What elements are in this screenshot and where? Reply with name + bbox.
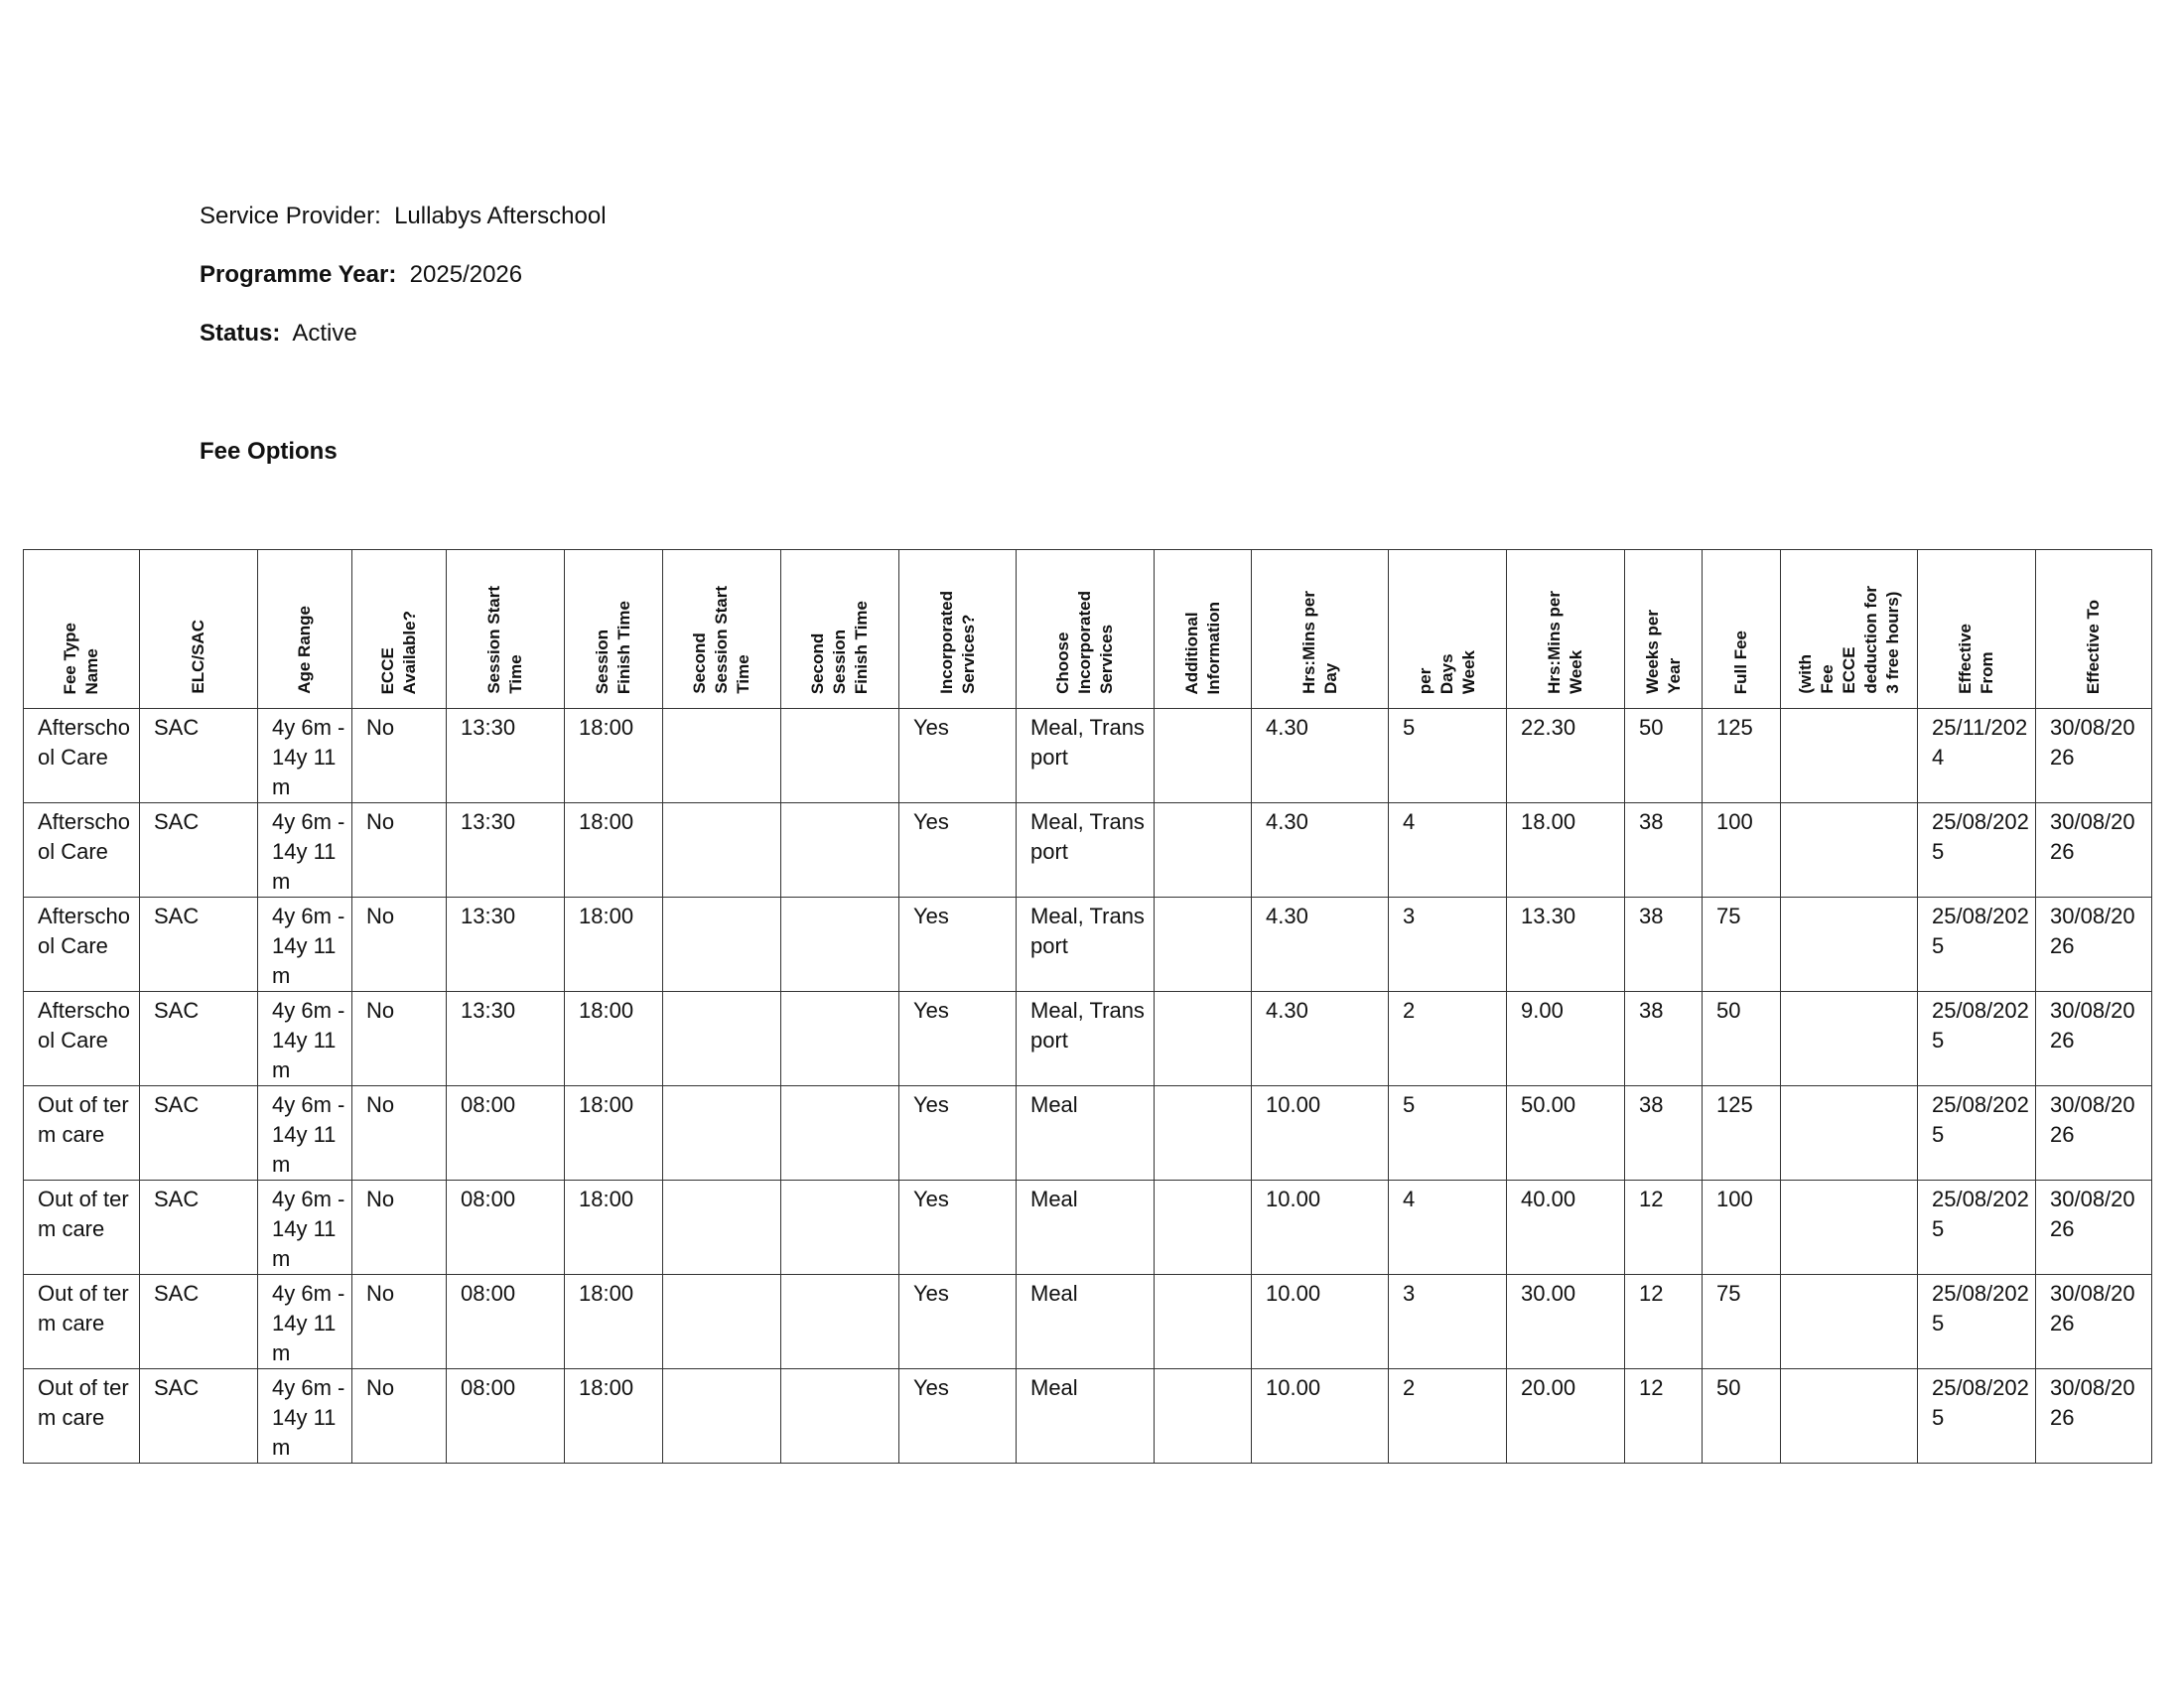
table-cell: 18:00	[565, 1275, 663, 1369]
table-cell: Yes	[899, 992, 1017, 1086]
table-cell: Afterschool Care	[24, 992, 140, 1086]
table-cell	[781, 1369, 899, 1464]
table-cell: Yes	[899, 898, 1017, 992]
table-row	[24, 803, 2152, 898]
table-cell	[663, 1369, 781, 1464]
table-cell	[1155, 803, 1252, 898]
table-cell: 50	[1703, 1369, 1781, 1464]
table-cell: 25/08/2025	[1918, 1181, 2036, 1275]
table-cell: Out of term care	[24, 1086, 140, 1181]
programme-year-value: 2025/2026	[409, 261, 523, 288]
table-cell: 40.00	[1507, 1181, 1625, 1275]
table-cell	[663, 1275, 781, 1369]
fee-options-table	[23, 549, 2152, 1464]
column-header-label: Effective From	[1956, 624, 1996, 694]
table-cell: 25/08/2025	[1918, 992, 2036, 1086]
table-cell: 20.00	[1507, 1369, 1625, 1464]
table-cell: 18:00	[565, 898, 663, 992]
table-cell: 2	[1389, 992, 1507, 1086]
table-cell: Meal	[1017, 1181, 1155, 1275]
table-cell	[1781, 1181, 1918, 1275]
table-cell: 30/08/2026	[2036, 898, 2152, 992]
table-cell	[663, 803, 781, 898]
service-provider-line	[200, 203, 607, 230]
table-cell: 25/08/2025	[1918, 1086, 2036, 1181]
table-cell: 30/08/2026	[2036, 803, 2152, 898]
table-cell: 18.00	[1507, 803, 1625, 898]
column-header	[1781, 550, 1918, 709]
column-header-label: Second Session Finish Time	[808, 600, 871, 694]
table-cell: 25/08/2025	[1918, 803, 2036, 898]
table-cell: 4y 6m - 14y 11m	[258, 803, 352, 898]
table-cell: SAC	[140, 898, 258, 992]
column-header	[1252, 550, 1389, 709]
table-cell: Yes	[899, 709, 1017, 803]
column-header	[258, 550, 352, 709]
table-cell: 38	[1625, 1086, 1703, 1181]
table-cell	[781, 992, 899, 1086]
table-cell: Meal, Transport	[1017, 898, 1155, 992]
column-header	[1155, 550, 1252, 709]
table-cell: Meal	[1017, 1369, 1155, 1464]
column-header	[447, 550, 565, 709]
table-cell: 9.00	[1507, 992, 1625, 1086]
table-cell: Out of term care	[24, 1369, 140, 1464]
table-cell: 4.30	[1252, 898, 1389, 992]
table-cell: 3	[1389, 1275, 1507, 1369]
table-cell: 125	[1703, 709, 1781, 803]
table-cell: 12	[1625, 1275, 1703, 1369]
table-cell: 08:00	[447, 1275, 565, 1369]
column-header	[1918, 550, 2036, 709]
fee-options-title: Fee Options	[200, 438, 338, 465]
table-row	[24, 992, 2152, 1086]
table-cell: 4	[1389, 1181, 1507, 1275]
column-header	[352, 550, 447, 709]
table-cell: 10.00	[1252, 1181, 1389, 1275]
table-cell: 30/08/2026	[2036, 709, 2152, 803]
column-header-label: Session Start Time	[484, 586, 525, 694]
programme-year-label: Programme Year:	[200, 261, 397, 288]
table-cell: 18:00	[565, 992, 663, 1086]
table-cell: 25/08/2025	[1918, 1369, 2036, 1464]
table-cell	[1155, 1275, 1252, 1369]
table-cell: 12	[1625, 1181, 1703, 1275]
table-cell: 18:00	[565, 709, 663, 803]
table-cell: Out of term care	[24, 1275, 140, 1369]
table-cell: Out of term care	[24, 1181, 140, 1275]
table-cell	[1155, 1369, 1252, 1464]
table-cell: 100	[1703, 803, 1781, 898]
table-cell: Afterschool Care	[24, 898, 140, 992]
column-header-label: Weeks per Year	[1642, 610, 1684, 694]
table-cell: Yes	[899, 1275, 1017, 1369]
table-cell: 4y 6m - 14y 11m	[258, 992, 352, 1086]
table-cell: 4y 6m - 14y 11m	[258, 1086, 352, 1181]
table-row	[24, 1275, 2152, 1369]
table-cell: Afterschool Care	[24, 803, 140, 898]
table-cell: SAC	[140, 1275, 258, 1369]
table-cell: Meal, Transport	[1017, 992, 1155, 1086]
column-header	[1389, 550, 1507, 709]
table-cell	[1155, 992, 1252, 1086]
table-cell: 4y 6m - 14y 11m	[258, 898, 352, 992]
table-cell: 25/11/2024	[1918, 709, 2036, 803]
table-cell	[781, 898, 899, 992]
table-cell: 12	[1625, 1369, 1703, 1464]
table-cell	[1781, 803, 1918, 898]
table-cell	[663, 1086, 781, 1181]
column-header-label: Hrs:Mins per Week	[1545, 591, 1585, 694]
table-cell: 75	[1703, 1275, 1781, 1369]
table-cell: No	[352, 803, 447, 898]
table-cell: 08:00	[447, 1181, 565, 1275]
column-header-label: Session Finish Time	[593, 600, 633, 694]
table-cell: 38	[1625, 898, 1703, 992]
column-header-label: Choose Incorporated Services	[1053, 591, 1116, 694]
table-cell: 100	[1703, 1181, 1781, 1275]
column-header	[663, 550, 781, 709]
table-cell: 13:30	[447, 898, 565, 992]
table-cell: 38	[1625, 803, 1703, 898]
column-header-label: (with Fee ECCE deduction for 3 free hours)	[1795, 586, 1902, 694]
table-cell	[1155, 1086, 1252, 1181]
table-cell	[781, 1086, 899, 1181]
column-header-label: Effective To	[2084, 599, 2103, 694]
table-cell	[1781, 898, 1918, 992]
table-cell: 13.30	[1507, 898, 1625, 992]
table-cell: 18:00	[565, 803, 663, 898]
table-cell: 125	[1703, 1086, 1781, 1181]
table-cell	[1781, 992, 1918, 1086]
programme-year-line	[200, 261, 522, 289]
column-header	[565, 550, 663, 709]
table-cell: No	[352, 898, 447, 992]
table-cell: Meal, Transport	[1017, 709, 1155, 803]
table-cell: 18:00	[565, 1369, 663, 1464]
table-cell	[1155, 709, 1252, 803]
column-header-label: Second Session Start Time	[690, 586, 752, 694]
column-header	[781, 550, 899, 709]
table-cell: Yes	[899, 803, 1017, 898]
table-cell: 30/08/2026	[2036, 1275, 2152, 1369]
table-cell: SAC	[140, 803, 258, 898]
column-header	[1017, 550, 1155, 709]
table-cell	[663, 709, 781, 803]
table-cell	[1781, 1369, 1918, 1464]
table-cell: SAC	[140, 1369, 258, 1464]
column-header-label: Incorporated Services?	[936, 591, 978, 694]
service-provider-value: Lullabys Afterschool	[394, 203, 607, 229]
column-header-label: ELC/SAC	[189, 620, 207, 694]
table-cell: 4y 6m - 14y 11m	[258, 1181, 352, 1275]
column-header-label: Fee Type Name	[61, 622, 101, 694]
column-header-label: Hrs:Mins per Day	[1298, 591, 1340, 694]
table-cell: 13:30	[447, 709, 565, 803]
table-cell: 75	[1703, 898, 1781, 992]
table-cell: 18:00	[565, 1086, 663, 1181]
table-cell	[1155, 1181, 1252, 1275]
table-cell: 08:00	[447, 1086, 565, 1181]
table-cell: 10.00	[1252, 1369, 1389, 1464]
table-cell: 4.30	[1252, 709, 1389, 803]
table-cell: Yes	[899, 1181, 1017, 1275]
table-cell: 30/08/2026	[2036, 1086, 2152, 1181]
table-cell: No	[352, 1181, 447, 1275]
column-header-label: Age Range	[295, 606, 314, 694]
table-cell: 4y 6m - 14y 11m	[258, 1369, 352, 1464]
table-cell	[1781, 1275, 1918, 1369]
table-cell: 10.00	[1252, 1275, 1389, 1369]
table-row	[24, 1369, 2152, 1464]
table-cell: SAC	[140, 1181, 258, 1275]
table-cell	[1155, 898, 1252, 992]
table-cell: SAC	[140, 1086, 258, 1181]
service-provider-label: Service Provider:	[200, 203, 381, 229]
table-cell	[663, 898, 781, 992]
table-cell: 30/08/2026	[2036, 1369, 2152, 1464]
column-header-label: Full Fee	[1731, 630, 1750, 694]
table-row	[24, 1086, 2152, 1181]
table-cell	[781, 803, 899, 898]
status-value: Active	[292, 320, 357, 347]
table-cell: 50.00	[1507, 1086, 1625, 1181]
table-cell	[1781, 709, 1918, 803]
header-row	[24, 550, 2152, 709]
table-cell: Afterschool Care	[24, 709, 140, 803]
column-header	[899, 550, 1017, 709]
table-row	[24, 898, 2152, 992]
table-cell: 25/08/2025	[1918, 898, 2036, 992]
table-cell: No	[352, 1275, 447, 1369]
table-cell: 2	[1389, 1369, 1507, 1464]
column-header-label: ECCE Available?	[378, 610, 419, 694]
column-header	[2036, 550, 2152, 709]
table-cell: 38	[1625, 992, 1703, 1086]
table-cell: 4.30	[1252, 803, 1389, 898]
column-header	[1625, 550, 1703, 709]
table-cell: No	[352, 1086, 447, 1181]
table-cell: 18:00	[565, 1181, 663, 1275]
column-header-label: per Days Week	[1416, 649, 1478, 694]
table-cell: Yes	[899, 1369, 1017, 1464]
column-header	[24, 550, 140, 709]
table-cell: No	[352, 709, 447, 803]
column-header	[1703, 550, 1781, 709]
table-cell	[781, 709, 899, 803]
column-header-label: Additional Information	[1181, 601, 1223, 694]
table-cell: Meal	[1017, 1275, 1155, 1369]
table-cell: Meal	[1017, 1086, 1155, 1181]
table-cell	[663, 992, 781, 1086]
table-cell: 08:00	[447, 1369, 565, 1464]
table-cell: 30.00	[1507, 1275, 1625, 1369]
table-cell	[663, 1181, 781, 1275]
table-cell: 13:30	[447, 803, 565, 898]
table-cell: Yes	[899, 1086, 1017, 1181]
table-cell: 30/08/2026	[2036, 1181, 2152, 1275]
table-row	[24, 1181, 2152, 1275]
table-cell	[781, 1275, 899, 1369]
table-cell: 4y 6m - 14y 11m	[258, 1275, 352, 1369]
table-cell: 4	[1389, 803, 1507, 898]
table-cell: SAC	[140, 709, 258, 803]
table-cell: No	[352, 1369, 447, 1464]
table-cell: No	[352, 992, 447, 1086]
column-header	[140, 550, 258, 709]
status-line	[200, 320, 357, 348]
table-cell: 22.30	[1507, 709, 1625, 803]
table-cell: 30/08/2026	[2036, 992, 2152, 1086]
table-cell: Meal, Transport	[1017, 803, 1155, 898]
table-cell: 5	[1389, 1086, 1507, 1181]
status-label: Status:	[200, 320, 281, 347]
table-cell: 4.30	[1252, 992, 1389, 1086]
table-cell: 4y 6m - 14y 11m	[258, 709, 352, 803]
table-cell: SAC	[140, 992, 258, 1086]
table-row	[24, 709, 2152, 803]
table-cell: 25/08/2025	[1918, 1275, 2036, 1369]
table-cell: 10.00	[1252, 1086, 1389, 1181]
table-cell	[1781, 1086, 1918, 1181]
table-cell: 5	[1389, 709, 1507, 803]
table-cell: 50	[1625, 709, 1703, 803]
table-cell: 13:30	[447, 992, 565, 1086]
table-cell	[781, 1181, 899, 1275]
column-header	[1507, 550, 1625, 709]
table-cell: 50	[1703, 992, 1781, 1086]
table-cell: 3	[1389, 898, 1507, 992]
